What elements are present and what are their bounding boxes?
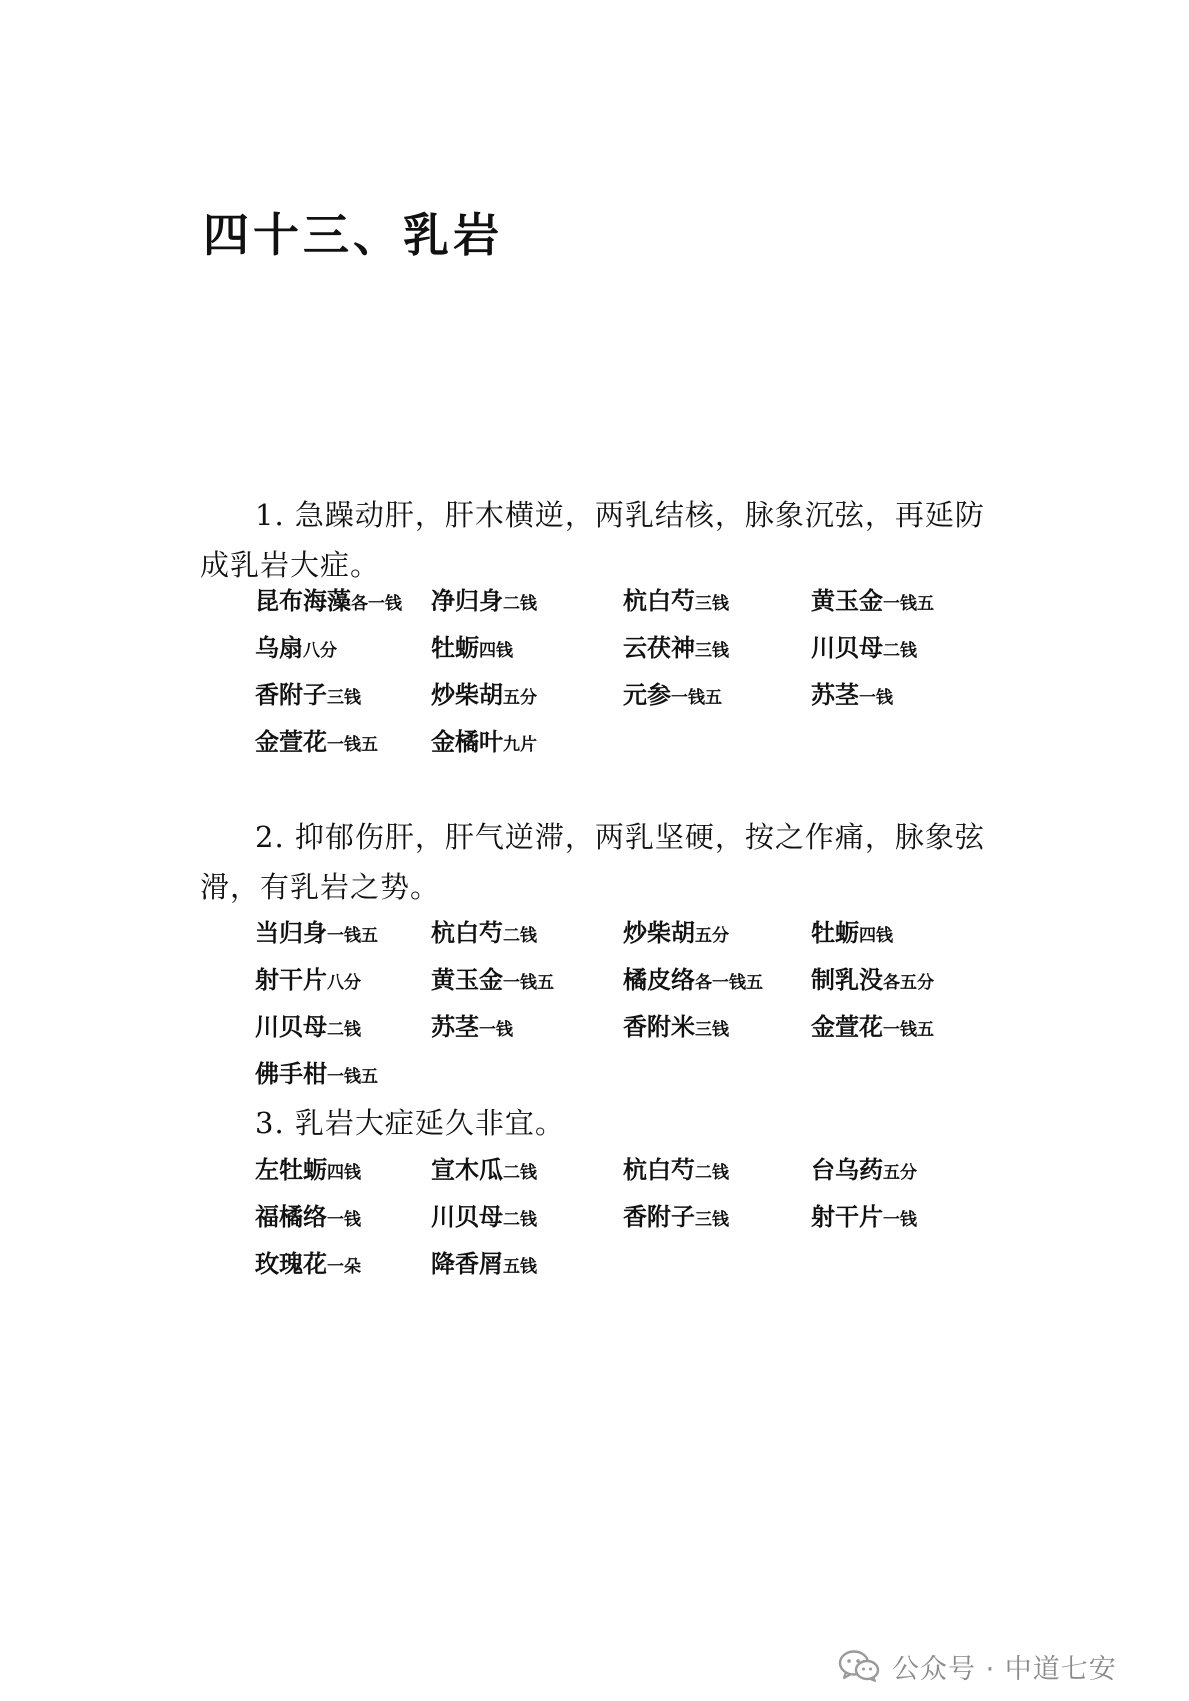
case-1-text: 1. 急躁动肝，肝木横逆，两乳结核，脉象沉弦，再延防成乳岩大症。 [200,498,985,582]
herb-item: 福橘络一钱 [255,1202,361,1231]
herb-item: 佛手柑一钱五 [255,1059,378,1088]
herb-item: 制乳没各五分 [811,965,934,994]
herb-item: 云茯神三钱 [623,633,729,662]
watermark-text: 公众号 · 中道七安 [892,1653,1117,1685]
herb-item: 昆布海藻各一钱 [255,586,402,615]
herb-item: 香附子三钱 [623,1202,729,1231]
wechat-icon [838,1649,880,1683]
herb-item: 牡蛎四钱 [811,918,893,947]
herb-item: 射干片八分 [255,965,361,994]
herb-item: 苏茎一钱 [431,1012,513,1041]
herb-item: 台乌药五分 [811,1155,917,1184]
herb-item: 炒柴胡五分 [623,918,729,947]
case-3-text: 3. 乳岩大症延久非宜。 [255,1106,565,1140]
herb-item: 杭白芍三钱 [623,586,729,615]
herb-item: 降香屑五钱 [431,1249,537,1278]
herb-item: 杭白芍二钱 [623,1155,729,1184]
herb-item: 杭白芍二钱 [431,918,537,947]
herb-item: 元参一钱五 [623,680,722,709]
herb-item: 射干片一钱 [811,1202,917,1231]
herb-item: 川贝母二钱 [811,633,917,662]
herb-item: 苏茎一钱 [811,680,893,709]
herb-item: 香附子三钱 [255,680,361,709]
herb-item: 宣木瓜二钱 [431,1155,537,1184]
herb-item: 乌扇八分 [255,633,337,662]
herb-item: 金橘叶九片 [431,727,537,756]
herb-item: 金萱花一钱五 [811,1012,934,1041]
herb-item: 川贝母二钱 [255,1012,361,1041]
herb-item: 黄玉金一钱五 [811,586,934,615]
herb-item: 牡蛎四钱 [431,633,513,662]
herb-item: 净归身二钱 [431,586,537,615]
watermark [838,1644,1117,1688]
herb-item: 当归身一钱五 [255,918,378,947]
page-title: 四十三、乳岩 [203,208,503,262]
herb-item: 橘皮络各一钱五 [623,965,763,994]
herb-item: 玫瑰花一朵 [255,1249,361,1278]
herb-item: 川贝母二钱 [431,1202,537,1231]
herb-item: 黄玉金一钱五 [431,965,554,994]
herb-item: 香附米三钱 [623,1012,729,1041]
herb-item: 左牡蛎四钱 [255,1155,361,1184]
herb-item: 金萱花一钱五 [255,727,378,756]
herb-item: 炒柴胡五分 [431,680,537,709]
case-2-text: 2. 抑郁伤肝，肝气逆滞，两乳坚硬，按之作痛，脉象弦滑，有乳岩之势。 [200,820,985,904]
